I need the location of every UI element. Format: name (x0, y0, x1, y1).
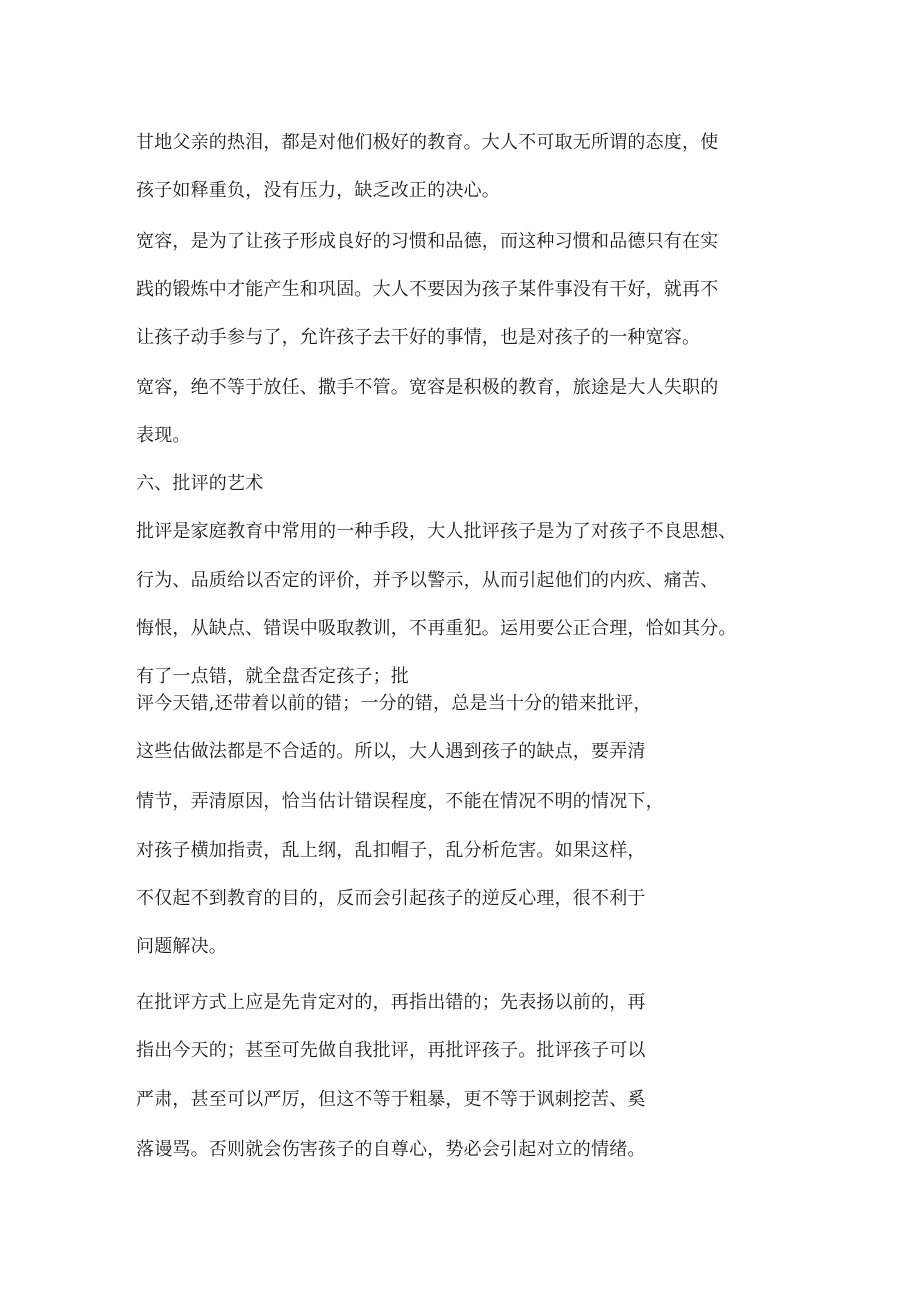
text-line: 践的锻炼中才能产生和巩固。大人不要因为孩子某件事没有干好，就再不 (136, 279, 719, 300)
text-line: 在批评方式上应是先肯定对的，再指出错的；先表扬以前的，再 (136, 992, 646, 1013)
text-line: 评今天错,还带着以前的错；一分的错，总是当十分的错来批评， (136, 693, 652, 714)
text-line: 宽容，绝不等于放任、撒手不管。宽容是积极的教育，旅途是大人失职的 (136, 377, 719, 398)
text-line: 悔恨，从缺点、错误中吸取教训，不再重犯。运用要公正合理，恰如其分。 (136, 618, 737, 639)
text-line: 宽容，是为了让孩子形成良好的习惯和品德，而这种习惯和品德只有在实 (136, 231, 719, 252)
text-line: 孩子如释重负，没有压力，缺乏改正的决心。 (136, 180, 500, 201)
text-line: 让孩子动手参与了，允许孩子去干好的事情，也是对孩子的一种宽容。 (136, 327, 701, 348)
text-line: 这些估做法都是不合适的。所以，大人遇到孩子的缺点，要弄清 (136, 741, 646, 762)
text-line: 甘地父亲的热泪，都是对他们极好的教育。大人不可取无所谓的态度，使 (136, 132, 719, 153)
text-line: 不仅起不到教育的目的，反而会引起孩子的逆反心理，很不利于 (136, 888, 646, 909)
text-line: 有了一点错，就全盘否定孩子；批 (136, 666, 409, 687)
text-line: 指出今天的；甚至可先做自我批评，再批评孩子。批评孩子可以 (136, 1040, 646, 1061)
text-line: 问题解决。 (136, 936, 227, 957)
text-line: 落谩骂。否则就会伤害孩子的自尊心，势必会引起对立的情绪。 (136, 1139, 646, 1160)
section-heading: 六、批评的艺术 (136, 473, 264, 494)
text-line: 严肃，甚至可以严厉，但这不等于粗暴，更不等于讽刺挖苦、奚 (136, 1089, 646, 1110)
text-line: 批评是家庭教育中常用的一种手段，大人批评孩子是为了对孩子不良思想、 (136, 521, 737, 542)
text-line: 对孩子横加指责，乱上纲，乱扣帽子，乱分析危害。如果这样， (136, 840, 646, 861)
text-line: 行为、品质给以否定的评价，并予以警示，从而引起他们的内疚、痛苦、 (136, 570, 719, 591)
text-line: 情节，弄清原因，恰当估计错误程度，不能在情况不明的情况下， (136, 791, 664, 812)
text-line: 表现。 (136, 425, 191, 446)
